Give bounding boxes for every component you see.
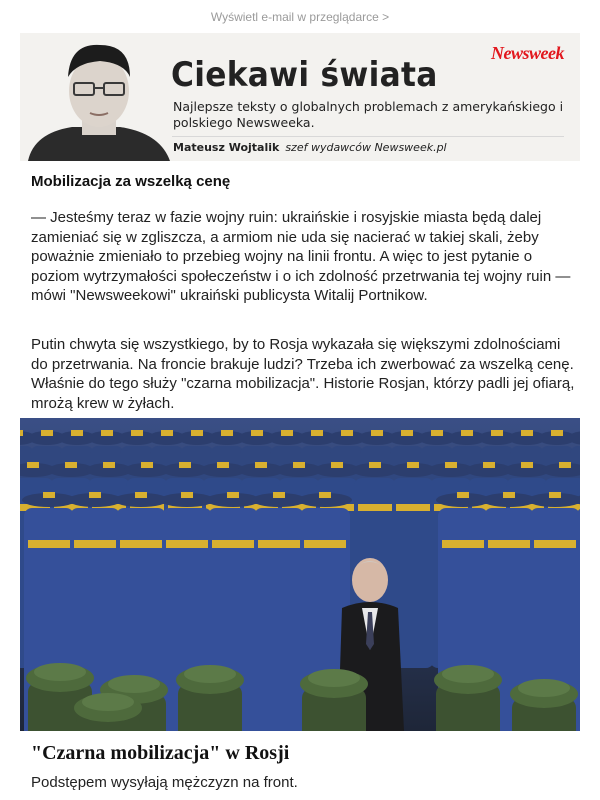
article-headline: Mobilizacja za wszelką cenę: [31, 173, 231, 190]
soldiers-parade-image: [20, 418, 580, 731]
author-credit: [173, 141, 447, 154]
officer-cap: [74, 693, 142, 731]
newsletter-title: Ciekawi świata: [171, 55, 438, 95]
feature-photo[interactable]: [20, 418, 580, 731]
feature-subtitle: Podstępem wysyłają mężczyzn na front.: [31, 774, 298, 791]
officer-cap: [176, 665, 244, 731]
article-paragraph: — Jesteśmy teraz w fazie wojny ruin: ukraińskie i rosyjskie miasta będą dalej zamieniać się w zgliszcza, a armiom nie uda się nacierać w takiej skali, żeby poważnie zmieniało to przebieg wojny na linii frontu. A więc to jest pytanie o poziom wytrzymałości społeczeństw i o ich zdolność przetrwania tej wojny ruin — mówi "Newsweekowi" ukraiński publicysta Witalij Portnikow.: [31, 209, 571, 304]
officer-cap: [434, 665, 502, 731]
officer-cap: [300, 669, 368, 731]
feature-title[interactable]: "Czarna mobilizacja" w Rosji: [31, 742, 290, 764]
view-in-browser-link[interactable]: Wyświetl e-mail w przeglądarce >: [210, 10, 390, 24]
newsweek-logo: Newsweek: [491, 43, 564, 63]
author-portrait: [20, 33, 180, 161]
soldier-figure: [252, 492, 306, 731]
newsletter-banner[interactable]: [20, 33, 580, 161]
newsletter-subtitle: Najlepsze teksty o globalnych problemach z amerykańskiego i polskiego Newsweeka.: [173, 99, 564, 130]
article-paragraph: Putin chwyta się wszystkiego, by to Rosja wykazała się większymi zdolnościami do przetrwania. Na froncie brakuje ludzi? Trzeba ich zwerbować za wszelką cenę. Właśnie do tego służy "czarna mobilizacja". Historie Rosjan, którzy padli jej ofiarą, mrożą krew w żyłach.: [31, 336, 575, 412]
author-name: Mateusz Wojtalik: [173, 141, 280, 154]
banner-divider: [172, 136, 564, 137]
author-role: szef wydawców Newsweek.pl: [285, 141, 447, 154]
officer-cap: [510, 679, 578, 731]
